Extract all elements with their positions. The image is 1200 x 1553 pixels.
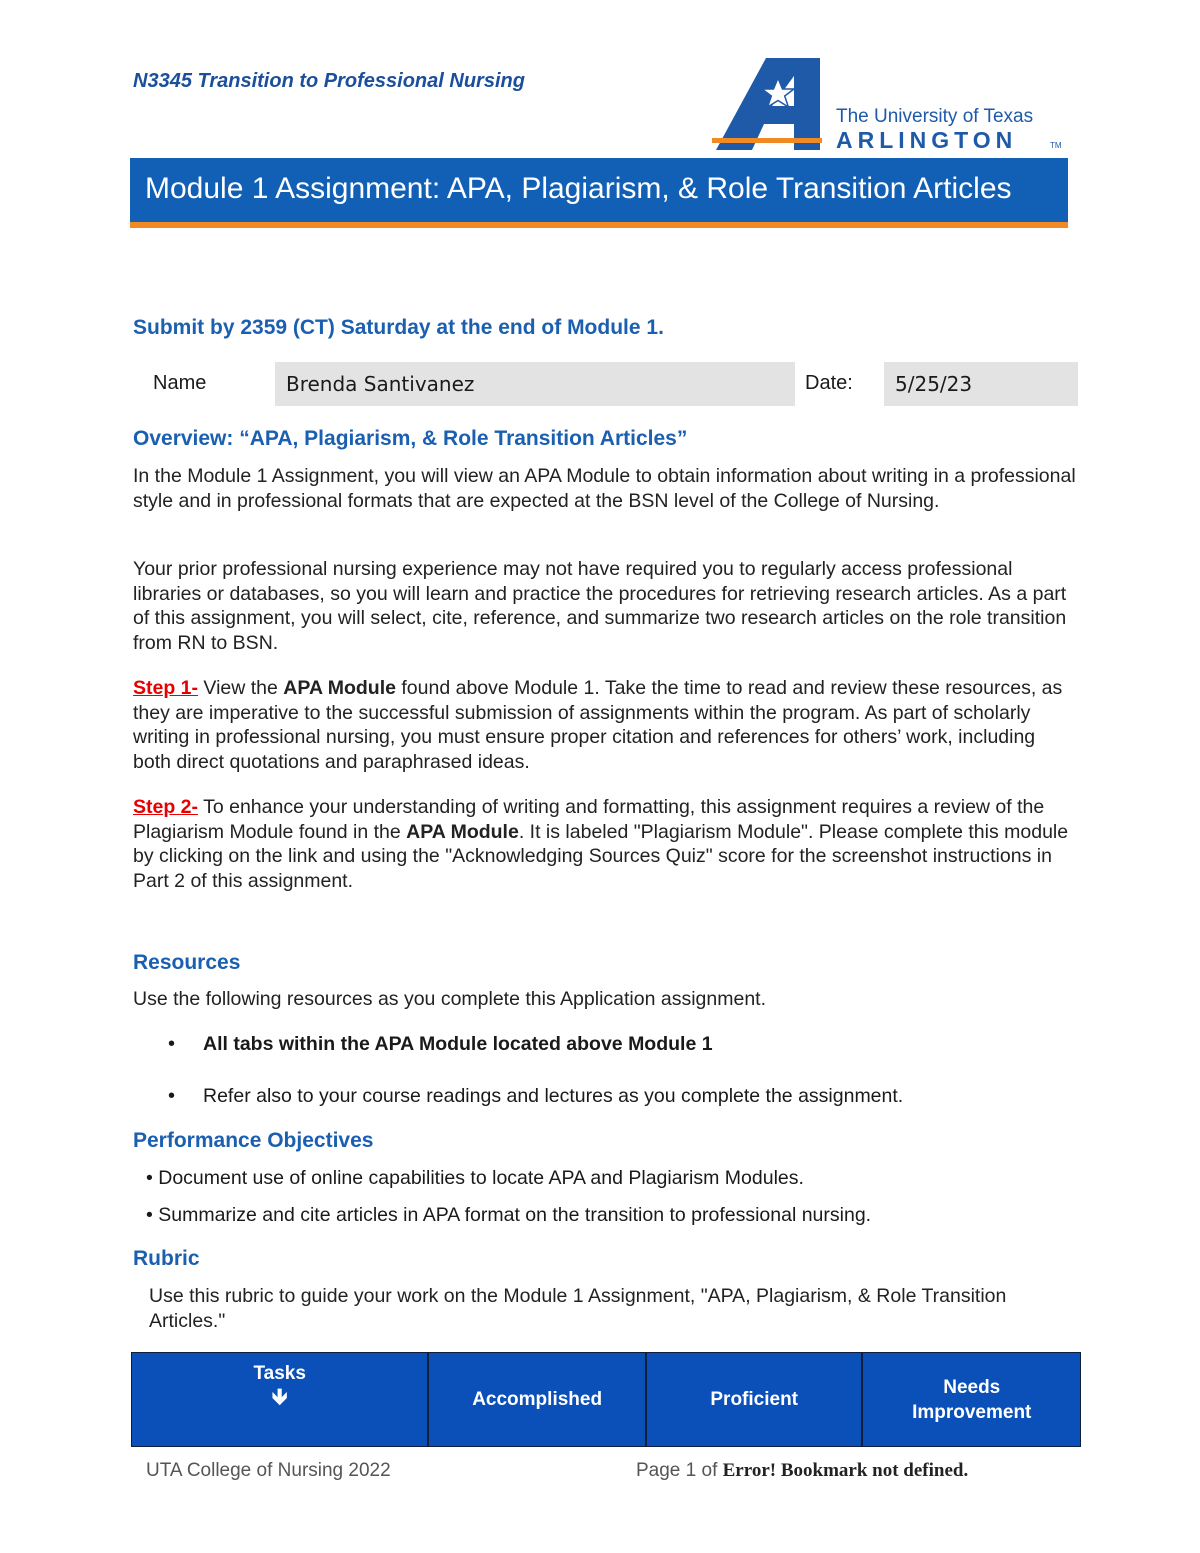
down-arrow-icon: 🡻 bbox=[271, 1384, 288, 1409]
logo-tm: TM bbox=[1050, 141, 1062, 150]
step-2-text-a: To enhance your understanding of writing and formatting, this assignment requires a review of the Plagiarism Module found in the bbox=[133, 796, 1045, 843]
col-needs-line2: Improvement bbox=[912, 1401, 1032, 1423]
objective-item-2-text: Summarize and cite articles in APA format on the transition to professional nursing. bbox=[158, 1204, 872, 1226]
col-tasks bbox=[132, 1353, 429, 1446]
title-banner bbox=[130, 158, 1068, 228]
overview-paragraph-2: Your prior professional nursing experience may not have required you to regularly access professional libraries or databases, so you will learn and practice the procedures for retrieving research articles. As a part of this assignment, you will select, cite, reference, and summarize two research articles on the role transition from RN to BSN. bbox=[133, 558, 1067, 654]
footer-page-error: Error! Bookmark not defined. bbox=[722, 1460, 969, 1481]
rubric-intro: Use this rubric to guide your work on the Module 1 Assignment, "APA, Plagiarism, & Role Transition Articles." bbox=[149, 1285, 1007, 1332]
submit-deadline: Submit by 2359 (CT) Saturday at the end of Module 1. bbox=[133, 316, 664, 339]
bullet-icon: • bbox=[146, 1167, 153, 1189]
step-2-text-b: . It is labeled "Plagiarism Module". Please complete this module by clicking on the link and using the "Acknowledging Sources Quiz" score for the screenshot instructions in Part 2 of this assignment. bbox=[133, 820, 1069, 892]
step-2-label: Step 2- bbox=[133, 796, 199, 818]
logo-line1: The University of Texas bbox=[836, 106, 1034, 127]
date-field[interactable] bbox=[884, 362, 1078, 406]
objective-item-2 bbox=[146, 1204, 871, 1227]
objectives-heading: Performance Objectives bbox=[133, 1129, 374, 1152]
footer-org: UTA College of Nursing 2022 bbox=[146, 1460, 391, 1481]
course-title: N3345 Transition to Professional Nursing bbox=[133, 70, 525, 92]
step-1-text-a: View the bbox=[198, 677, 284, 699]
objective-item-1-text: Document use of online capabilities to locate APA and Plagiarism Modules. bbox=[158, 1167, 804, 1189]
step-1-paragraph bbox=[133, 676, 1078, 774]
resources-bullet-2 bbox=[168, 1085, 904, 1108]
logo-line2: ARLINGTON bbox=[836, 127, 1018, 153]
overview-heading: Overview: “APA, Plagiarism, & Role Transition Articles” bbox=[133, 427, 688, 450]
rubric-heading: Rubric bbox=[133, 1247, 200, 1270]
uta-logo bbox=[708, 54, 1088, 154]
footer-page-prefix: Page 1 of bbox=[636, 1460, 723, 1481]
page-title: Module 1 Assignment: APA, Plagiarism, & Role Transition Articles bbox=[145, 172, 1012, 205]
resources-bullet-1 bbox=[168, 1033, 713, 1056]
step-1-label: Step 1- bbox=[133, 677, 199, 699]
resources-intro: Use the following resources as you complete this Application assignment. bbox=[133, 988, 766, 1010]
col-needs-improvement bbox=[863, 1353, 1080, 1446]
col-proficient: Proficient bbox=[647, 1353, 864, 1446]
name-value: Brenda Santivanez bbox=[286, 372, 475, 396]
step-2-paragraph bbox=[133, 795, 1078, 893]
overview-paragraph-1: In the Module 1 Assignment, you will view an APA Module to obtain information about writing in a professional style and in professional formats that are expected at the BSN level of the College of Nursing. bbox=[133, 465, 1076, 512]
resources-bullet-2-text: Refer also to your course readings and lectures as you complete the assignment. bbox=[203, 1085, 904, 1107]
date-label: Date: bbox=[805, 372, 853, 394]
bullet-icon: • bbox=[168, 1033, 176, 1055]
name-label: Name bbox=[153, 372, 207, 394]
col-needs-line1: Needs bbox=[943, 1376, 1001, 1398]
bullet-icon: • bbox=[146, 1204, 153, 1226]
objective-item-1 bbox=[146, 1167, 804, 1190]
resources-heading: Resources bbox=[133, 951, 241, 974]
date-value: 5/25/23 bbox=[895, 372, 973, 396]
step-1-text-b: found above Module 1. Take the time to read and review these resources, as they are imperative to the successful submission of assignments within the program. As part of scholarly writing in professional nursing, you must ensure proper citation and references for others’ work, including both direct quotations and paraphrased ideas. bbox=[133, 677, 1063, 773]
footer-page bbox=[636, 1460, 968, 1482]
step-1-apa-module: APA Module bbox=[283, 677, 396, 699]
logo-a-stripe bbox=[712, 138, 822, 143]
step-2-apa-module: APA Module bbox=[406, 820, 519, 843]
col-tasks-label: Tasks bbox=[253, 1363, 306, 1384]
bullet-icon: • bbox=[168, 1085, 176, 1107]
col-accomplished: Accomplished bbox=[429, 1353, 647, 1446]
name-field[interactable] bbox=[275, 362, 795, 406]
rubric-table-header bbox=[131, 1352, 1081, 1447]
resources-bullet-1-text: All tabs within the APA Module located above Module 1 bbox=[203, 1033, 713, 1055]
